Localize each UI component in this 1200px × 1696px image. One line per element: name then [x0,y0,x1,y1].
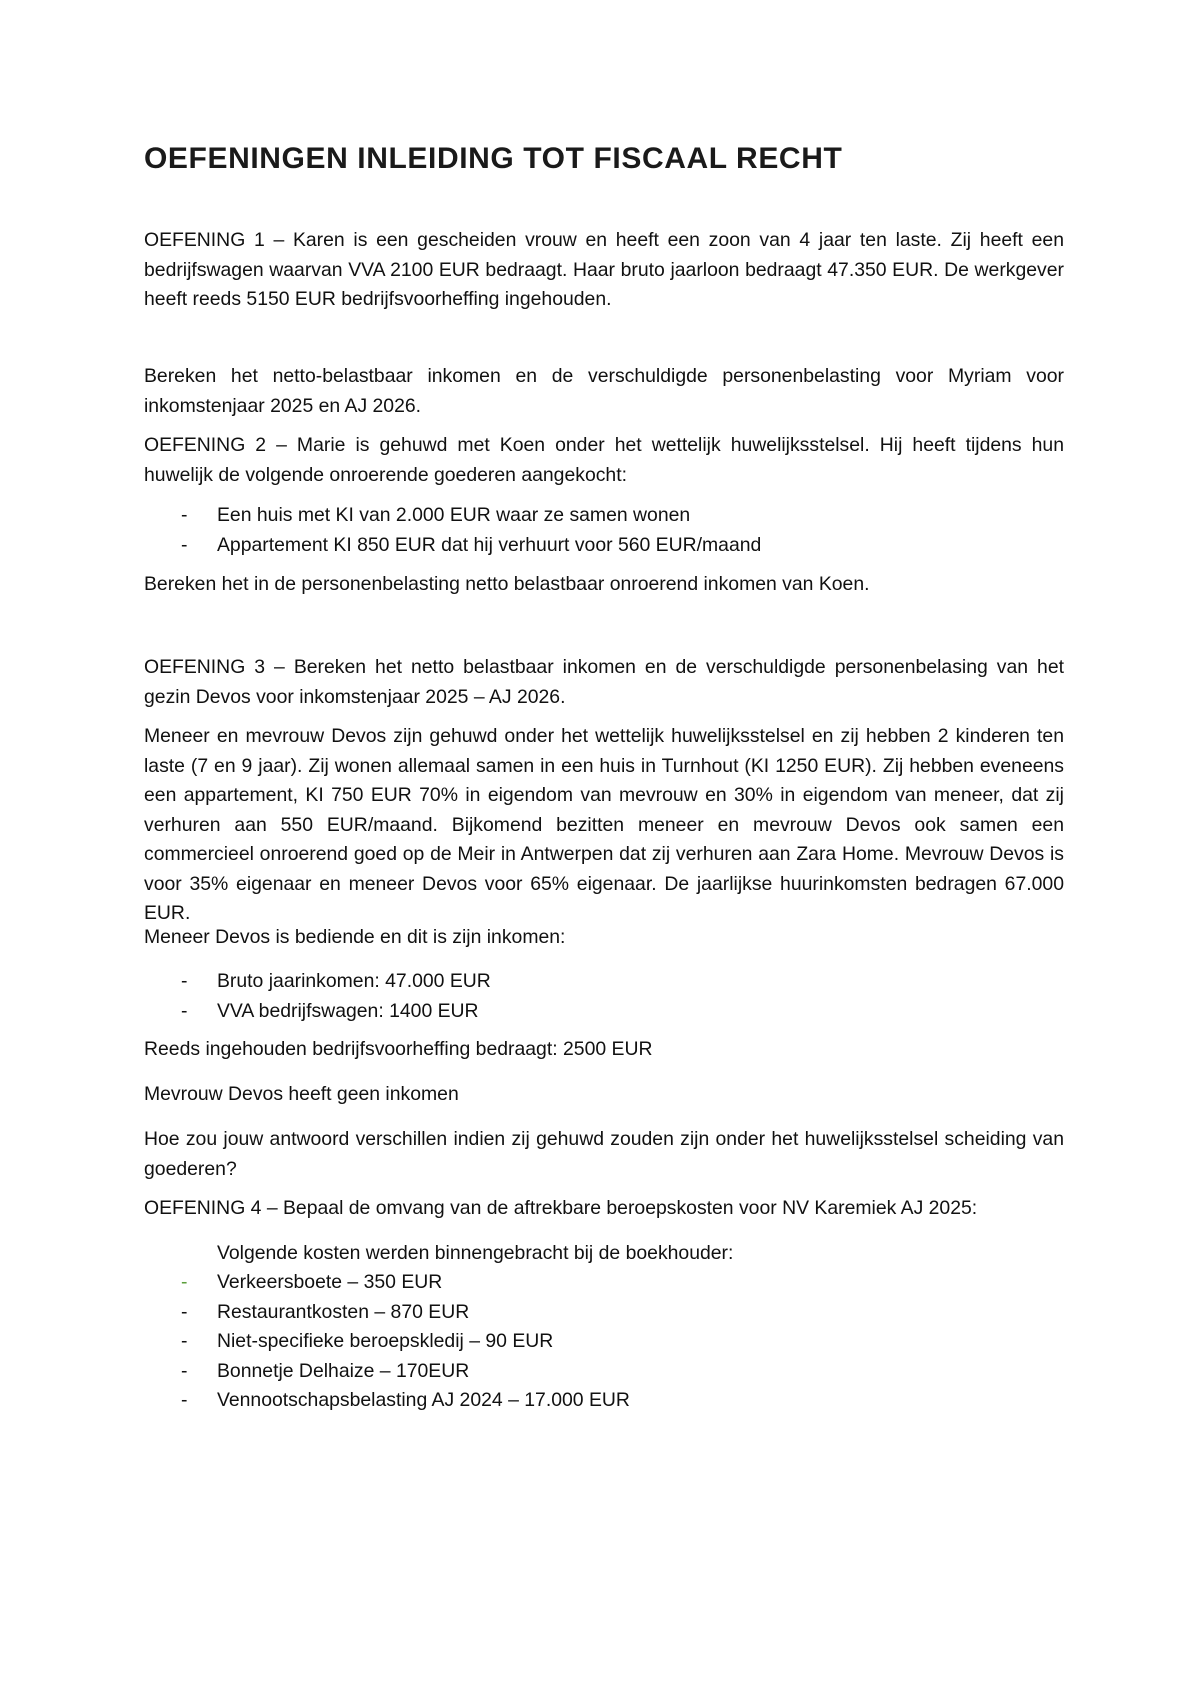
bullet-dash: - [181,1359,188,1382]
list-item-text: Appartement KI 850 EUR dat hij verhuurt voor 560 EUR/maand [217,533,762,556]
list-item-text: Een huis met KI van 2.000 EUR waar ze samen wonen [217,504,691,526]
exercise-4-text: OEFENING 4 – Bepaal de omvang van de aftrekbare beroepskosten voor NV Karemiek AJ 2025: [144,1197,978,1219]
exercise-4-list-intro: Volgende kosten werden binnengebracht bij de boekhouder: [217,1242,734,1264]
list-item-text: Vennootschapsbelasting AJ 2024 – 17.000 EUR [217,1389,630,1411]
list-item [144,1298,1064,1328]
exercise-4-list [144,1268,1064,1416]
page-title: OEFENINGEN INLEIDING TOT FISCAAL RECHT [144,142,843,175]
exercise-2-question: Bereken het in de personenbelasting netto belastbaar onroerend inkomen van Koen. [144,573,870,595]
list-item [144,1327,1064,1357]
exercise-3-income-intro: Meneer Devos is bediende en dit is zijn inkomen: [144,926,566,948]
list-item [144,531,1064,561]
exercise-2-text: OEFENING 2 – Marie is gehuwd met Koen onder het wettelijk huwelijksstelsel. Hij heeft tijdens hun huwelijk de volgende onroerende goederen aangekocht: [144,434,1064,486]
exercise-3-list [144,967,1064,1026]
list-item [144,967,1064,997]
bullet-dash: - [181,970,188,992]
bullet-dash: - [181,999,188,1022]
list-item-text: Bruto jaarinkomen: 47.000 EUR [217,970,491,992]
list-item [144,1357,1064,1387]
exercise-3-question: Hoe zou jouw antwoord verschillen indien zij gehuwd zouden zijn onder het huwelijksstelsel scheiding van goederen? [144,1128,1064,1180]
list-item-text: Verkeersboete – 350 EUR [217,1271,443,1293]
bullet-dash: - [181,504,188,526]
bullet-dash: - [181,1300,188,1323]
list-item-text: Niet-specifieke beroepskledij – 90 EUR [217,1330,554,1352]
list-item-text: Restaurantkosten – 870 EUR [217,1300,470,1323]
exercise-3-withholding: Reeds ingehouden bedrijfsvoorheffing bedraagt: 2500 EUR [144,1038,653,1060]
bullet-dash: - [181,1330,188,1352]
list-item [144,501,1064,531]
exercise-2-list [144,501,1064,560]
list-item [144,1268,1064,1298]
exercise-3-situation: Meneer en mevrouw Devos zijn gehuwd onder het wettelijk huwelijksstelsel en zij hebben 2 kinderen ten laste (7 en 9 jaar). Zij wonen allemaal samen in een huis in Turnhout (KI 1250 EUR). Zij hebben eveneens een appartement, KI 750 EUR 70% in eigendom van mevrouw en 30% in eigendom van meneer, dat zij verhuren aan 550 EUR/maand. Bijkomend bezitten meneer en mevrouw Devos ook samen een commercieel onroerend goed op de Meir in Antwerpen dat zij verhuren aan Zara Home. Mevrouw Devos is voor 35% eigenaar en meneer Devos voor 65% eigenaar. De jaarlijkse huurinkomsten bedragen 67.000 EUR. [144,725,1064,924]
list-item-text: VVA bedrijfswagen: 1400 EUR [217,999,479,1022]
bullet-dash: - [181,1271,188,1293]
list-item [144,1386,1064,1416]
exercise-1-question: Bereken het netto-belastbaar inkomen en de verschuldigde personenbelasting voor Myriam voor inkomstenjaar 2025 en AJ 2026. [144,365,1064,417]
list-item-text: Bonnetje Delhaize – 170EUR [217,1359,470,1382]
exercise-3-wife-income: Mevrouw Devos heeft geen inkomen [144,1083,459,1105]
bullet-dash: - [181,1389,188,1411]
exercise-1-text: OEFENING 1 – Karen is een gescheiden vrouw en heeft een zoon van 4 jaar ten laste. Zij heeft een bedrijfswagen waarvan VVA 2100 EUR bedraagt. Haar bruto jaarloon bedraagt 47.350 EUR. De werkgever heeft reeds 5150 EUR bedrijfsvoorheffing ingehouden. [144,229,1064,310]
bullet-dash: - [181,533,188,556]
list-item [144,997,1064,1027]
exercise-3-text: OEFENING 3 – Bereken het netto belastbaar inkomen en de verschuldigde personenbelasing van het gezin Devos voor inkomstenjaar 2025 – AJ 2026. [144,656,1064,708]
